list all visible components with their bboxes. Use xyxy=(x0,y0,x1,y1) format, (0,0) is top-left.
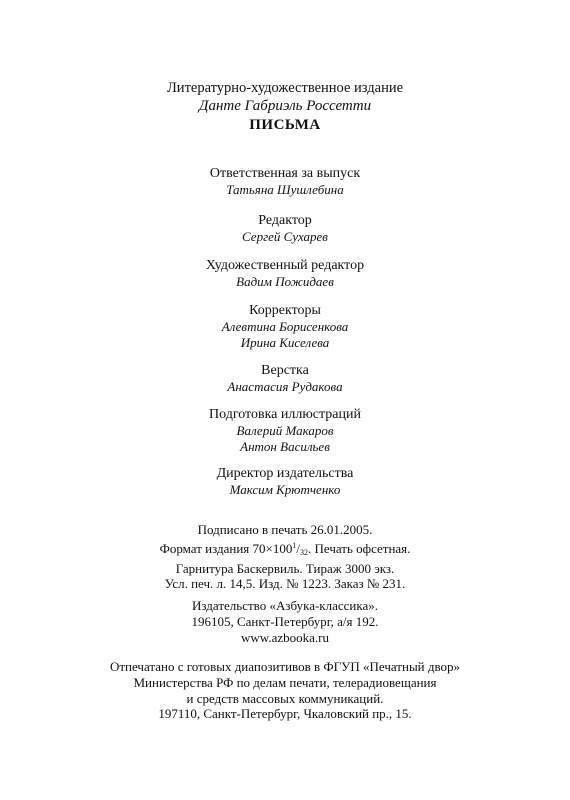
credit-proofreaders xyxy=(0,302,570,351)
credit-person: Алевтина Борисенкова xyxy=(221,319,349,334)
credit-layout xyxy=(0,362,570,395)
format-numerator: 1 xyxy=(292,540,297,550)
credit-person: Максим Крютченко xyxy=(229,482,341,497)
printer-line: Отпечатано с готовых диапозитивов в ФГУП «Печатный двор» xyxy=(109,659,461,674)
credit-responsible xyxy=(0,165,570,198)
format-slash: / xyxy=(296,540,300,556)
credit-role: Подготовка иллюстраций xyxy=(208,407,361,422)
credit-role: Ответственная за выпуск xyxy=(209,166,361,181)
printer-address: 197110, Санкт-Петербург, Чкаловский пр., 15. xyxy=(158,706,412,722)
credit-role: Редактор xyxy=(258,213,312,228)
author-name: Данте Габриэль Россетти xyxy=(198,98,372,114)
credit-illustrations xyxy=(0,406,570,455)
genre-line: Литературно-художественное издание xyxy=(166,80,404,96)
publisher-name: Издательство «Азбука-классика». xyxy=(191,598,379,613)
printer-line: и средств массовых коммуникаций. xyxy=(186,690,384,706)
publisher-address: 196105, Санкт-Петербург, а/я 192. xyxy=(191,613,379,629)
typeface-run: Гарнитура Баскервиль. Тираж 3000 экз. xyxy=(175,560,395,576)
printer-line: Министерства РФ по делам печати, телерадиовещания xyxy=(133,674,437,690)
publisher-info xyxy=(0,598,570,645)
format-prefix: Формат издания 70×100 xyxy=(159,540,293,556)
credit-art-editor xyxy=(0,257,570,290)
printer-info xyxy=(0,659,570,722)
format-line xyxy=(0,538,570,561)
publisher-website: www.azbooka.ru xyxy=(241,629,329,645)
credit-person: Татьяна Шушлебина xyxy=(226,182,344,197)
print-info xyxy=(0,522,570,592)
credit-person: Вадим Пожидаев xyxy=(236,274,334,289)
credit-person: Анастасия Рудакова xyxy=(227,379,343,394)
credit-role: Директор издательства xyxy=(216,466,354,481)
book-header xyxy=(0,79,570,135)
signed-to-print: Подписано в печать 26.01.2005. xyxy=(197,522,373,537)
format-denominator: 32 xyxy=(299,547,308,557)
credit-role: Художественный редактор xyxy=(205,258,365,273)
credit-director xyxy=(0,465,570,498)
credit-person: Сергей Сухарев xyxy=(242,229,328,244)
credit-person: Антон Васильев xyxy=(240,439,330,454)
credit-person: Валерий Макаров xyxy=(236,423,334,438)
credit-editor xyxy=(0,212,570,245)
sheets-order: Усл. печ. л. 14,5. Изд. № 1223. Заказ № 231. xyxy=(164,576,406,592)
credit-role: Корректоры xyxy=(249,303,321,318)
format-suffix: . Печать офсетная. xyxy=(307,540,411,556)
credit-role: Верстка xyxy=(261,363,309,378)
book-title: ПИСЬМА xyxy=(249,117,321,133)
credit-person: Ирина Киселева xyxy=(240,335,330,350)
